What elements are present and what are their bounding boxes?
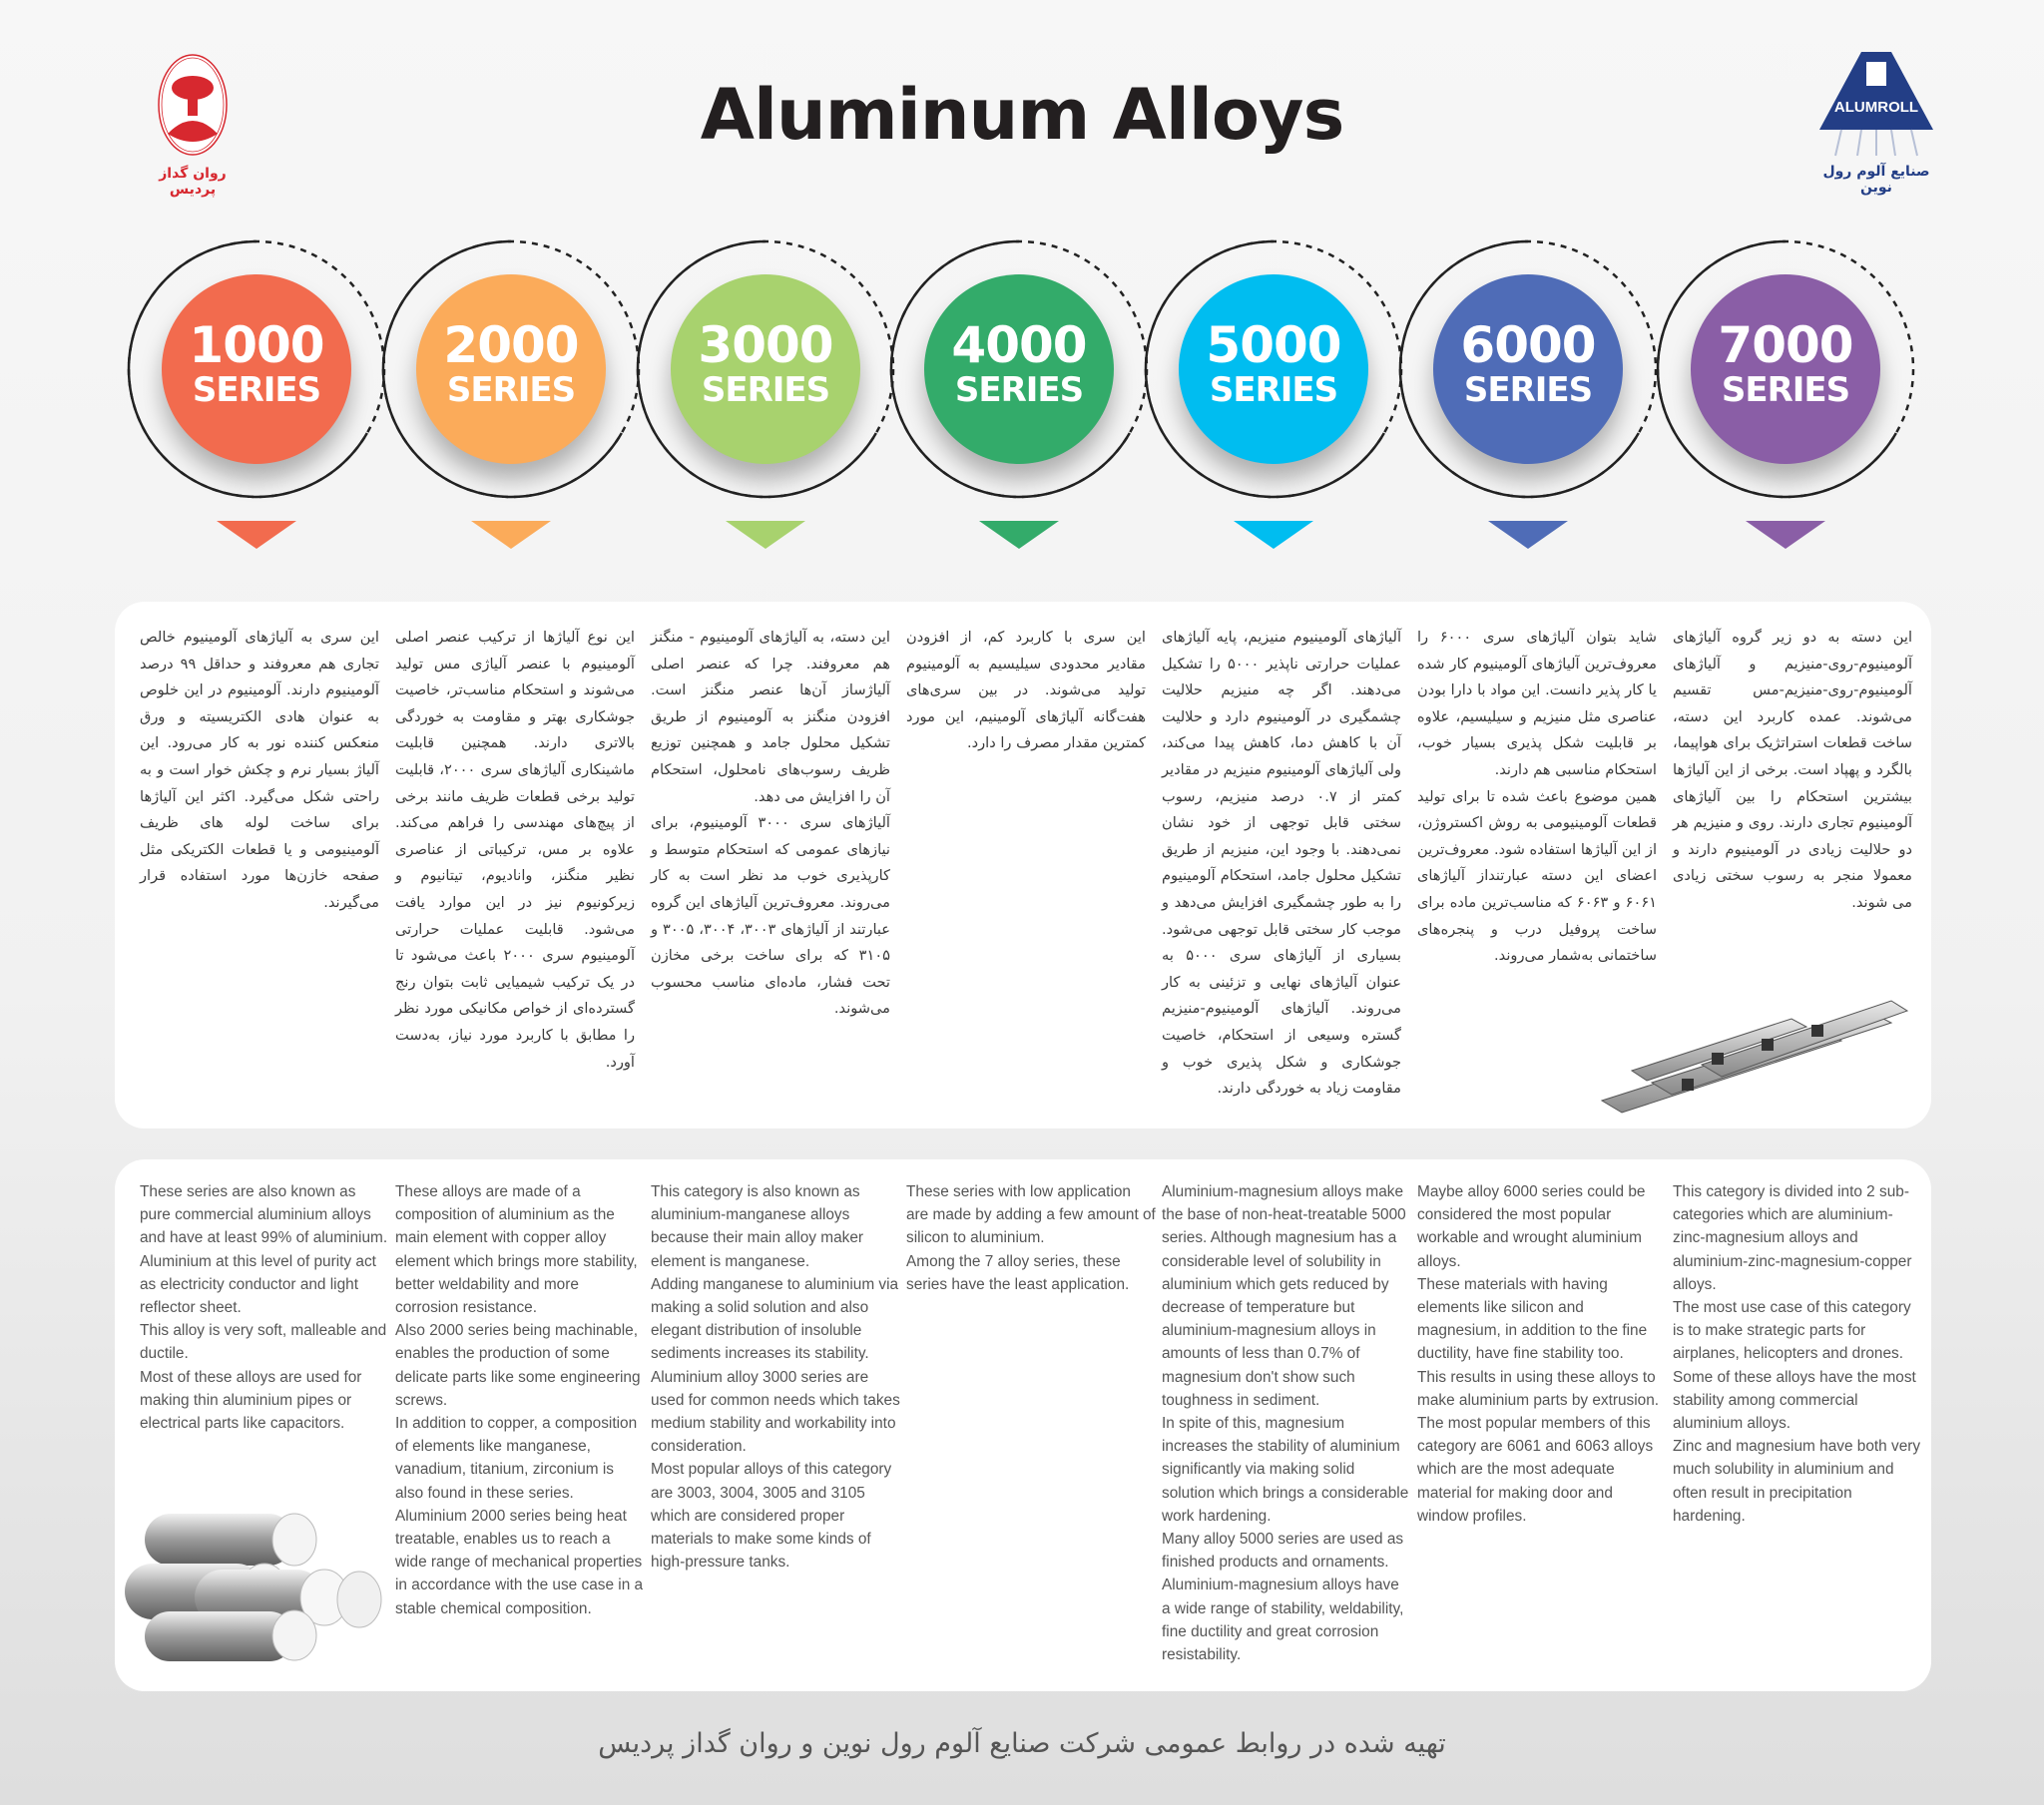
description-paragraph: آلیاژهای آلومینیوم منیزیم، پایه آلیاژهای عملیات حرارتی ناپذیر ۵۰۰۰ را تشکیل می‌دهند. اگر چه منیزیم حلالیت چشمگیری در آلومینیوم دارد و حلالیت آن با کاهش دما، کاهش پیدا می‌کند، ولی آلیاژهای آلومینیوم منیزیم در مقادیر کمتر از ۰.۷ درصد منیزیم، رسوب سختی قابل توجهی از خود نشان نمی‌دهند. با وجود این، منیزیم از طریق تشکیل محلول جامد، استحکام آلومینیوم را به طور چشمگیری افزایش می‌دهد و موجب کار سختی قابل توجهی می‌شود. بسیاری از آلیاژهای سری ۵۰۰۰ به عنوان آلیاژهای نهایی و تزئینی به کار می‌روند. آلیاژهای آلومینیوم-منیزیم گستره وسیعی از استحکام، خاصیت جوشکاری و شکل پذیری خوب و مقاومت زیاد به خوردگی دارند.: [1162, 629, 1401, 1098]
series-pointer-arrow-icon: [1746, 521, 1825, 549]
description-paragraph: Zinc and magnesium have both very much solubility in aluminium and often result in precipitation hardening.: [1673, 1438, 1921, 1525]
description-paragraph: Many alloy 5000 series are used as finished products and ornaments.: [1162, 1531, 1404, 1572]
series-pointer-arrow-icon: [726, 521, 805, 549]
series-label: SERIES: [1209, 370, 1338, 410]
description-paragraph: This alloy is very soft, malleable and ductile.: [140, 1322, 387, 1363]
series-pointer-arrow-icon: [1488, 521, 1568, 549]
footer-credit: تهیه شده در روابط عمومی شرکت صنایع آلوم رول نوین و روان گداز پردیس: [598, 1728, 1446, 1759]
description-paragraph: Among the 7 alloy series, these series have the least application.: [906, 1252, 1130, 1293]
series-label: SERIES: [701, 370, 830, 410]
description-paragraph: Maybe alloy 6000 series could be considered the most popular workable and wrought aluminium alloys.: [1417, 1183, 1646, 1270]
series-number: 1000: [189, 316, 324, 374]
series-disc: [1433, 274, 1623, 464]
persian-text-series-1000: [140, 625, 379, 917]
series-badge-5000: [1134, 229, 1413, 509]
english-text-series-3000: [651, 1180, 900, 1574]
description-paragraph: همین موضوع باعث شده تا برای تولید قطعات آلومینیومی به روش اکستروژن، از این آلیاژها استفاده شود. معروف‌ترین اعضای این دسته عبارتنداز آلیاژهای ۶۰۶۱ و ۶۰۶۳ که مناسب‌ترین ماده برای ساخت پروفیل درب و پنجره‌های ساختمانی به‌شمار می‌روند.: [1417, 787, 1658, 965]
series-disc: [1691, 274, 1880, 464]
description-paragraph: The most use case of this category is to make strategic parts for airplanes, helicopters and drones.: [1673, 1299, 1911, 1363]
description-paragraph: Aluminium 2000 series being heat treatable, enables us to reach a wide range of mechanical properties in accordance with the use case in a stable chemical composition.: [395, 1507, 644, 1617]
english-text-series-4000: [906, 1180, 1156, 1296]
series-badge-1000: [117, 229, 396, 509]
description-paragraph: This category is divided into 2 sub-categories which are aluminium-zinc-magnesium alloys and aluminium-zinc-magnesium-copper alloys.: [1673, 1183, 1912, 1293]
english-text-series-5000: [1162, 1180, 1411, 1666]
logo-right-caption: صنایع آلوم رول نوین: [1822, 164, 1930, 196]
persian-text-series-5000: [1162, 625, 1401, 1103]
english-text-series-6000: [1417, 1180, 1667, 1528]
persian-text-series-7000: [1673, 625, 1912, 917]
series-pointer-arrow-icon: [979, 521, 1059, 549]
series-label: SERIES: [1463, 370, 1593, 410]
series-disc: [416, 274, 606, 464]
persian-text-series-2000: [395, 625, 635, 1076]
series-number: 2000: [443, 316, 579, 374]
description-paragraph: Aluminium at this level of purity act as electricity conductor and light reflector sheet.: [140, 1252, 376, 1317]
series-label: SERIES: [192, 370, 321, 410]
description-paragraph: This category is also known as aluminium-manganese alloys because their main alloy maker element is manganese.: [651, 1183, 864, 1270]
description-paragraph: این دسته، به آلیاژهای آلومینیوم - منگنز هم معروفند. چرا که عنصر اصلی آلیاژساز آن‌ها عنصر منگنز است. افزودن منگنز به آلومینیوم از طریق تشکیل محلول جامد و همچنین توزیع ظریف رسوب‌های نامحلول، استحکام آن را افزایش می دهد.: [651, 629, 890, 805]
series-disc: [1179, 274, 1368, 464]
description-paragraph: Aluminium-magnesium alloys have a wide range of stability, weldability, fine ductility and great corrosion resistability.: [1162, 1577, 1404, 1664]
series-badge-2000: [371, 229, 651, 509]
persian-text-series-4000: [906, 625, 1146, 757]
english-text-series-2000: [395, 1180, 645, 1620]
series-number: 3000: [698, 316, 833, 374]
series-number: 7000: [1718, 316, 1853, 374]
series-pointer-arrow-icon: [1234, 521, 1313, 549]
description-paragraph: Aluminium-magnesium alloys make the base of non-heat-treatable 5000 series. Although magnesium has a considerable level of solubility in aluminium which gets reduced by decrease of temperature but aluminium-magnesium alloys in amounts of less than 0.7% of magnesium don't show such toughness in sediment.: [1162, 1183, 1406, 1409]
series-number: 5000: [1206, 316, 1341, 374]
description-paragraph: These alloys are made of a composition of aluminium as the main element with copper alloy element which brings more stability, better weldability and more corrosion resistance.: [395, 1183, 638, 1317]
series-badge-6000: [1388, 229, 1668, 509]
series-disc: [924, 274, 1114, 464]
description-paragraph: Most of these alloys are used for making thin aluminium pipes or electrical parts like capacitors.: [140, 1368, 362, 1433]
aluminium-round-bars-image: [125, 1504, 384, 1663]
description-paragraph: This results in using these alloys to make aluminium parts by extrusion. The most popular members of this category are 6061 and 6063 alloys which are the most adequate material for making door and window profiles.: [1417, 1368, 1660, 1525]
description-paragraph: Some of these alloys have the most stability among commercial aluminium alloys.: [1673, 1368, 1916, 1433]
svg-text:ALUMROLL: ALUMROLL: [1833, 99, 1919, 116]
description-paragraph: These series with low application are made by adding a few amount of silicon to aluminium.: [906, 1183, 1156, 1247]
series-pointer-arrow-icon: [217, 521, 296, 549]
description-paragraph: Most popular alloys of this category are 3003, 3004, 3005 and 3105 which are considered proper materials to make some kinds of high-pressure tanks.: [651, 1461, 892, 1572]
description-paragraph: شاید بتوان آلیاژهای سری ۶۰۰۰ را معروف‌ترین آلیاژهای آلومینیوم کار شده یا کار پذیر دانست. این مواد با دارا بودن عناصری مثل منیزیم و سیلیسیم، علاوه بر قابلیت شکل پذیری بسیار خوب، استحکام مناسبی هم دارند.: [1417, 629, 1657, 778]
series-badge-7000: [1646, 229, 1925, 509]
description-paragraph: این سری با کاربرد کم، از افزودن مقادیر محدودی سیلیسیم به آلومینیوم تولید می‌شوند. در بین سری‌های هفت‌گانه آلیاژهای آلومینیم، این مورد کمترین مقدار مصرف را دارد.: [906, 629, 1146, 752]
description-paragraph: These series are also known as pure commercial aluminium alloys and have at least 99% of aluminium.: [140, 1183, 388, 1247]
persian-text-series-3000: [651, 625, 890, 1023]
description-paragraph: آلیاژهای سری ۳۰۰۰ آلومینیوم، برای نیازهای عمومی که استحکام متوسط و کارپذیری خوب مد نظر است به کار می‌روند. معروف‌ترین آلیاژهای این گروه عبارتند از آلیاژهای ۳۰۰۳، ۳۰۰۴، ۳۰۰۵ و ۳۱۰۵ که برای ساخت برخی مخازن تحت فشار، ماده‌ای مناسب محسوب می‌شوند.: [651, 814, 891, 1018]
english-text-series-7000: [1673, 1180, 1922, 1528]
series-pointer-arrow-icon: [471, 521, 551, 549]
description-paragraph: Adding manganese to aluminium via making a solid solution and also elegant distribution of insoluble sediments increases its stability.: [651, 1275, 899, 1363]
series-label: SERIES: [446, 370, 576, 410]
page-title: Aluminum Alloys: [700, 74, 1344, 156]
logo-left-caption: روان گداز پردیس: [159, 166, 227, 198]
english-text-series-1000: [140, 1180, 389, 1435]
series-number: 6000: [1460, 316, 1596, 374]
description-paragraph: Aluminium alloy 3000 series are used for common needs which takes medium stability and workability into consideration.: [651, 1368, 900, 1456]
series-badge-4000: [879, 229, 1159, 509]
description-paragraph: In spite of this, magnesium increases the stability of aluminium significantly via making solid solution which brings a considerable work hardening.: [1162, 1415, 1409, 1525]
series-label: SERIES: [954, 370, 1084, 410]
description-paragraph: این نوع آلیاژها از ترکیب عنصر اصلی آلومینیوم با عنصر آلیاژی مس تولید می‌شوند و استحکام مناسب‌تر، خاصیت جوشکاری بهتر و مقاومت به خوردگی بالاتری دارند. همچنین قابلیت ماشینکاری آلیاژهای سری ۲۰۰۰، قابلیت تولید برخی قطعات ظریف مانند برخی از پیچ‌های مهندسی را فراهم می‌کند. علاوه بر مس، ترکیباتی از عناصری نظیر منگنز، وانادیوم، تیتانیوم و زیرکونیوم نیز در این موارد یافت می‌شود. قابلیت عملیات حرارتی آلومینیوم سری ۲۰۰۰ باعث می‌شود تا در یک ترکیب شیمیایی ثابت بتوان رنج گسترده‌ای از خواص مکانیکی مورد نظر را مطابق با کاربرد مورد نیاز، به‌دست آورد.: [395, 629, 636, 1071]
persian-text-series-6000: [1417, 625, 1657, 970]
series-disc: [671, 274, 860, 464]
description-paragraph: این سری به آلیاژهای آلومینیوم خالص تجاری هم معروفند و حداقل ۹۹ درصد آلومینیوم دارند. آلومینیوم در این خلوص به عنوان هادی الکتریسیته و ورق منعکس کننده نور به کار می‌رود. این آلیاژ بسیار نرم و چکش خوار است و به راحتی شکل می‌گیرد. اکثر این آلیاژها برای ساخت لوله های ظریف آلومینیومی و یا قطعات الکتریکی مثل صفحه خازن‌ها مورد استفاده قرار می‌گیرند.: [140, 629, 379, 911]
description-paragraph: In addition to copper, a composition of elements like manganese, vanadium, titanium, zirconium is also found in these series.: [395, 1415, 638, 1502]
description-paragraph: این دسته به دو زیر گروه آلیاژهای آلومینیوم-روی-منیزیم و آلیاژهای آلومینیوم-روی-منیزیم-مس تقسیم می‌شوند. عمده کاربرد این دسته، ساخت قطعات استراتژیک برای هواپیما، بالگرد و پهپاد است. برخی از این آلیاژها بیشترین استحکام را بین آلیاژهای آلومینیوم تجاری دارند. روی و منیزیم هر دو حلالیت زیادی در آلومینیوم دارند و معمولا منجر به رسوب سختی زیادی می شوند.: [1673, 629, 1912, 911]
series-label: SERIES: [1721, 370, 1850, 410]
description-paragraph: Also 2000 series being machinable, enables the production of some delicate parts like some engineering screws.: [395, 1322, 641, 1409]
series-number: 4000: [951, 316, 1087, 374]
description-paragraph: These materials with having elements like silicon and magnesium, in addition to the fine ductility, have fine stability too.: [1417, 1275, 1648, 1363]
aluminium-profiles-image: [1592, 991, 1911, 1121]
series-disc: [162, 274, 351, 464]
series-badge-3000: [626, 229, 905, 509]
